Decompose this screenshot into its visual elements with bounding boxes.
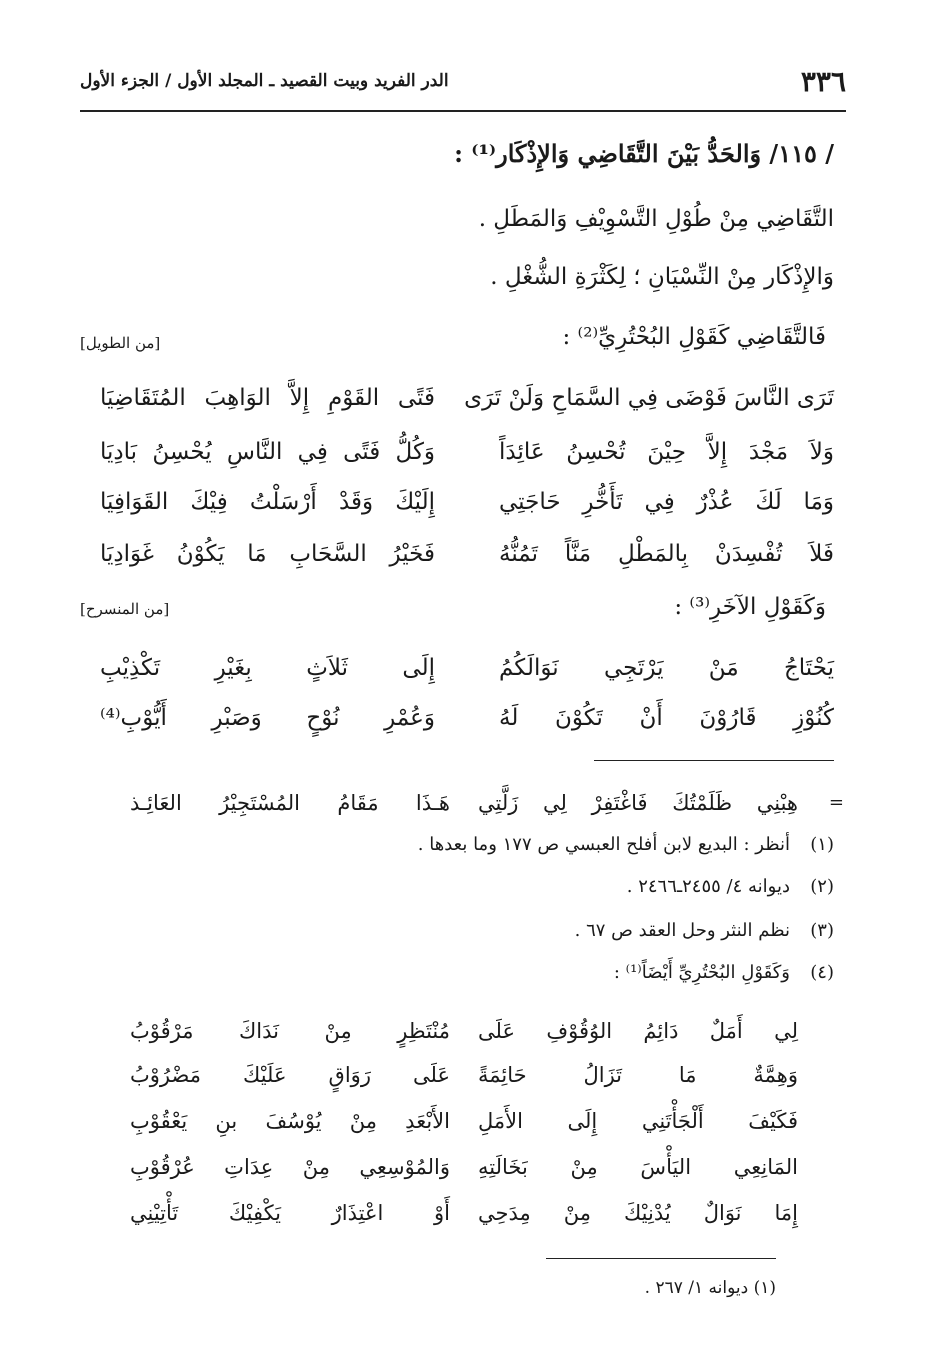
hemistich-first: كُنُوْزِ قَارُوْنَ أَنْ تَكُوْنَ لَهُ bbox=[499, 705, 834, 731]
footnote-number: (٣) bbox=[810, 920, 834, 941]
footnote-verse bbox=[130, 1194, 798, 1232]
footnote-2 bbox=[80, 876, 834, 898]
hemistich-first: وَلاَ مَجْدَ إِلاَّ حِيْنَ تُحْسِنُ عَائِدَاً bbox=[499, 439, 834, 465]
meter-label-1: [من الطويل] bbox=[80, 334, 161, 352]
footnote-text: وَكَقَوْلِ البُحْتُرِيِّ أَيْضَاً⁽¹⁾ : bbox=[613, 962, 790, 983]
hemistich-first: وَهِمَّةٌ مَا تَزَالُ حَائِمَةً bbox=[478, 1063, 798, 1087]
footnote-number: (٤) bbox=[810, 962, 834, 983]
footnote-verse bbox=[130, 1148, 798, 1186]
definition-line-2: وَالإِذْكَار مِنْ النِّسْيَانِ ؛ لِكَثْرَةِ الشُّغْلِ . bbox=[490, 264, 834, 290]
entry-heading: / ١١٥/ وَالحَدُّ بَيْنَ التَّقَاضِي وَالإِذْكَار⁽¹⁾ : bbox=[454, 139, 834, 168]
hemistich-first: تَرَى النَّاسَ فَوْضَى فِي السَّمَاحِ وَلَنْ تَرَى bbox=[464, 385, 834, 411]
running-title: الدر الفريد وبيت القصيد ـ المجلد الأول / الجزء الأول bbox=[80, 71, 449, 91]
hemistich-second: أَوْ اعْتِذَارٌ يَكْفِيْكَ تَأْتِيْنِي bbox=[130, 1201, 450, 1225]
sub-footnote-separator bbox=[546, 1258, 776, 1259]
header-rule bbox=[80, 110, 846, 112]
hemistich-second: عَلَى رَوَاقٍ عَلَيْكَ مَضْرُوْبُ bbox=[130, 1063, 450, 1087]
hemistich-second: فَخَيْرُ السَّحَابِ مَا يَكُوْنُ غَوَادِيَا bbox=[100, 541, 435, 567]
footnote-separator bbox=[594, 760, 834, 761]
hemistich-second: مُنْتَظِرٍ مِنْ نَدَاكَ مَرْقُوْبُ bbox=[130, 1019, 450, 1043]
footnote-text: ديوانه ٤/ ٢٤٥٥ـ٢٤٦٦ . bbox=[626, 876, 790, 897]
hemistich-second: وَعُمْرِ نُوْحٍ وَصَبْرِ أَيُّوْبِ⁽⁴⁾ bbox=[100, 705, 435, 731]
hemistich-first: فَلاَ تُفْسِدَنْ بِالمَطْلِ مَنَّاً تَمُنُّهُ bbox=[499, 541, 834, 567]
hemistich-second: هَـذَا مَقَامُ المُسْتَجِيْرُ العَائِـذ bbox=[130, 791, 450, 815]
hemistich-first: هِبْنِي ظَلَمْتُكَ فَاغْتَفِرْ لِي زَلَّتِي bbox=[478, 791, 798, 815]
hemistich-first: فَكَيْفَ أَلْجَأْتَنِي إِلَى الأَمَلِ bbox=[478, 1109, 798, 1133]
footnote-verse bbox=[130, 1056, 798, 1094]
page-header bbox=[80, 60, 846, 102]
verse bbox=[100, 534, 834, 574]
meter-label-2: [من المنسرح] bbox=[80, 600, 170, 618]
footnote-3 bbox=[80, 920, 834, 942]
verse bbox=[100, 648, 834, 688]
footnote-number: (٢) bbox=[810, 876, 834, 897]
hemistich-second: وَكُلُّ فَتًى فِي النَّاسِ يُحْسِنُ بَادِيَا bbox=[100, 439, 435, 465]
footnote-1 bbox=[80, 834, 834, 856]
hemistich-second: الأَبْعَدِ مِنْ يُوْسُفَ بنِ يَعْقُوْبِ bbox=[130, 1109, 450, 1133]
hemistich-second: إِلَيْكَ وَقَدْ أَرْسَلْتُ فِيْكَ القَوَافِيَا bbox=[100, 489, 435, 515]
footnote-verse bbox=[130, 1012, 798, 1050]
hemistich-second: فَتًى القَوْمِ إِلاَّ الوَاهِبَ المُتَقَاضِيَا bbox=[100, 385, 435, 411]
footnote-text: نظم النثر وحل العقد ص ٦٧ . bbox=[574, 920, 790, 941]
sub-footnote: (١) ديوانه ١/ ٢٦٧ . bbox=[644, 1278, 776, 1298]
verse bbox=[100, 432, 834, 472]
poem-intro-1: فَالتَّقَاضِي كَقَوْلِ البُحْتُرِيِّ⁽²⁾ : bbox=[562, 324, 826, 350]
verse bbox=[100, 698, 834, 738]
hemistich-first: وَمَا لَكَ عُذْرٌ فِي تَأَخُّرِ حَاجَتِي bbox=[499, 489, 834, 515]
verse bbox=[100, 378, 834, 418]
hemistich-second: إِلَى ثَلاَثٍ بِغَيْرِ تَكْذِيْبِ bbox=[100, 655, 435, 681]
hemistich-second: وَالمُوْسِعِي مِنْ عِدَاتِ عُرْقُوْبِ bbox=[130, 1155, 450, 1179]
footnote-verse bbox=[130, 784, 798, 822]
footnote-text: أنظر : البديع لابن أفلح العبسي ص ١٧٧ وما بعدها . bbox=[417, 834, 790, 855]
page-number: ٣٣٦ bbox=[800, 64, 846, 98]
definition-line-1: التَّقَاضِي مِنْ طُوْلِ التَّسْوِيْفِ وَالمَطَلِ . bbox=[478, 206, 834, 232]
hemistich-first: لِي أَمَلٌ دَائِمُ الوُقُوْفِ عَلَى bbox=[478, 1019, 798, 1043]
hemistich-first: إِمَا نَوَالٌ يُدْنِيْكَ مِنْ مِدَحِي bbox=[478, 1201, 798, 1225]
poem-intro-2: وَكَقَوْلِ الآخَرِ⁽³⁾ : bbox=[674, 594, 826, 620]
continuation-mark: = bbox=[828, 792, 844, 813]
hemistich-first: المَانِعِي اليَأْسَ مِنْ بَخَالَتِهِ bbox=[478, 1155, 798, 1179]
footnote-number: (١) bbox=[810, 834, 834, 855]
footnote-4 bbox=[80, 962, 834, 984]
footnote-verse bbox=[130, 1102, 798, 1140]
hemistich-first: يَحْتَاجُ مَنْ يَرْتَجِي نَوَالَكُمُ bbox=[499, 655, 834, 681]
verse bbox=[100, 482, 834, 522]
